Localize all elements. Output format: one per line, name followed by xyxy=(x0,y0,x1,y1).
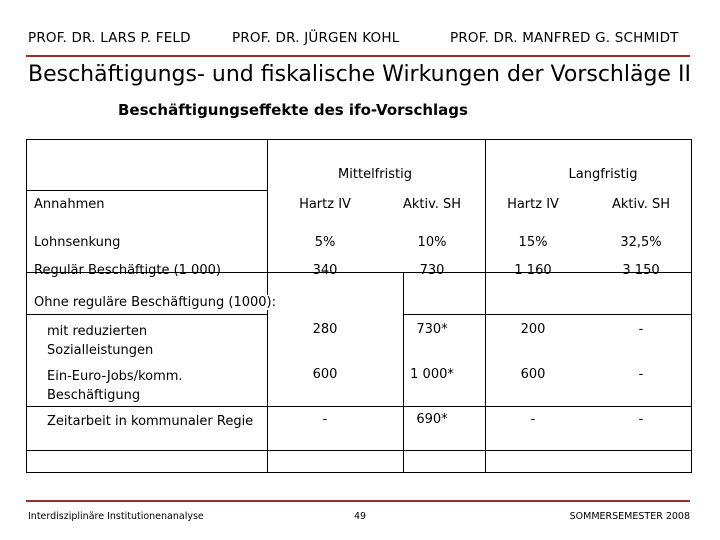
col-header-annahmen: Annahmen xyxy=(34,197,105,212)
table-cell: 730* xyxy=(416,322,448,337)
table-cell: 1 000* xyxy=(410,367,454,382)
row-label-zeitarbeit: Zeitarbeit in kommunaler Regie xyxy=(47,414,254,429)
table-cell: 280 xyxy=(312,322,338,337)
group-header-mittelfristig: Mittelfristig xyxy=(338,167,412,182)
table-line xyxy=(403,314,692,315)
employment-effects-table xyxy=(26,139,692,473)
table-cell: 200 xyxy=(520,322,546,337)
footer-institution: Interdisziplinäre Institutionenanalyse xyxy=(28,511,204,522)
col-header-aktiv-lang: Aktiv. SH xyxy=(611,197,671,212)
table-cell: - xyxy=(530,412,536,427)
table-cell: 15% xyxy=(518,235,548,250)
table-line xyxy=(485,140,486,473)
table-line xyxy=(403,272,404,473)
group-header-langfristig: Langfristig xyxy=(568,167,638,182)
table-line xyxy=(27,406,692,407)
author-schmidt: PROF. DR. MANFRED G. SCHMIDT xyxy=(450,30,679,46)
row-label-regulaer: Regulär Beschäftigte (1 000) xyxy=(34,263,221,278)
table-cell: 690* xyxy=(416,412,448,427)
col-header-hartz-lang: Hartz IV xyxy=(507,197,559,212)
footer-semester: SOMMERSEMESTER 2008 xyxy=(569,511,690,522)
header-rule xyxy=(26,55,690,57)
footer-rule xyxy=(26,500,690,502)
header-authors xyxy=(0,30,720,50)
table-cell: - xyxy=(638,412,644,427)
table-cell: 3 150 xyxy=(622,263,660,278)
author-feld: PROF. DR. LARS P. FELD xyxy=(28,30,191,46)
table-cell: 32,5% xyxy=(620,235,662,250)
table-cell: - xyxy=(322,412,328,427)
author-kohl: PROF. DR. JÜRGEN KOHL xyxy=(232,30,400,46)
col-header-aktiv-mittel: Aktiv. SH xyxy=(402,197,462,212)
row-label-lohnsenkung: Lohnsenkung xyxy=(34,235,121,250)
table-line xyxy=(27,450,692,451)
table-cell: 5% xyxy=(314,235,336,250)
table-cell: 600 xyxy=(520,367,546,382)
slide-title: Beschäftigungs- und fiskalische Wirkungen der Vorschläge II xyxy=(28,62,691,87)
row-label-ohne-regulaer: Ohne reguläre Beschäftigung (1000): xyxy=(34,295,276,310)
table-cell: - xyxy=(638,367,644,382)
table-cell: - xyxy=(638,322,644,337)
table-line xyxy=(27,314,267,315)
table-line xyxy=(27,190,267,191)
page-number: 49 xyxy=(354,511,367,522)
col-header-hartz-mittel: Hartz IV xyxy=(299,197,351,212)
row-label-reduziert: mit reduzierten Sozialleistungen xyxy=(47,324,154,358)
table-cell: 340 xyxy=(312,263,338,278)
table-cell: 600 xyxy=(312,367,338,382)
table-cell: 730 xyxy=(419,263,445,278)
slide-subtitle: Beschäftigungseffekte des ifo-Vorschlags xyxy=(118,101,468,119)
row-label-ein-euro-jobs: Ein-Euro-Jobs/komm. Beschäftigung xyxy=(47,369,183,403)
table-cell: 10% xyxy=(417,235,447,250)
table-cell: 1 160 xyxy=(514,263,552,278)
